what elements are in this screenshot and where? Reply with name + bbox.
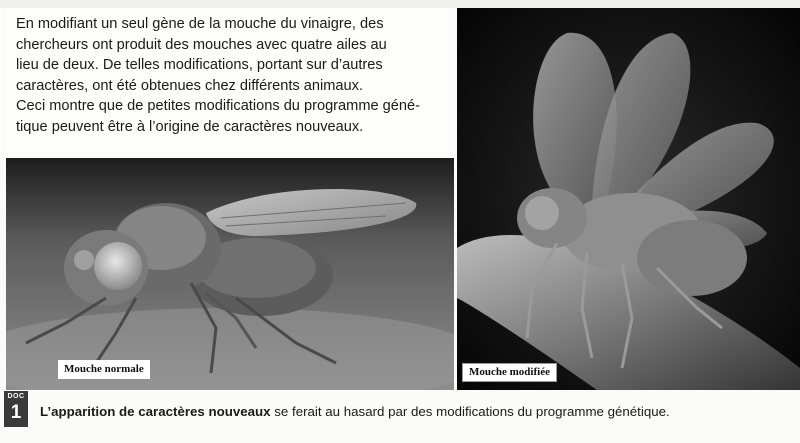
doc-caption-rest: se ferait au hasard par des modifications du programme génétique. (270, 404, 670, 419)
doc-caption-bold: L’apparition de caractères nouveaux (40, 404, 271, 419)
doc-badge (4, 391, 28, 427)
modified-fly-photo (457, 8, 800, 390)
doc-caption (40, 404, 798, 419)
normal-fly-photo (6, 158, 454, 390)
doc-label: DOC (7, 393, 25, 400)
intro-line: Ceci montre que de petites modifications du programme géné- (16, 98, 420, 114)
intro-line: En modifiant un seul gène de la mouche du vinaigre, des (16, 16, 384, 32)
normal-fly-caption: Mouche normale (58, 360, 150, 379)
normal-fly-illustration (6, 158, 454, 390)
modified-fly-illustration (457, 8, 800, 390)
intro-line: chercheurs ont produit des mouches avec quatre ailes au (16, 36, 387, 53)
intro-line: tique peuvent être à l’origine de caractères nouveaux. (16, 118, 364, 135)
doc-number: 1 (10, 402, 22, 423)
intro-panel (6, 8, 454, 158)
intro-line: lieu de deux. De telles modifications, portant sur d’autres (16, 57, 383, 73)
modified-fly-caption: Mouche modifiée (462, 363, 557, 382)
top-margin-strip (0, 0, 800, 8)
intro-line: caractères, ont été obtenues chez différents animaux. (16, 77, 363, 94)
intro-paragraph (16, 14, 450, 137)
